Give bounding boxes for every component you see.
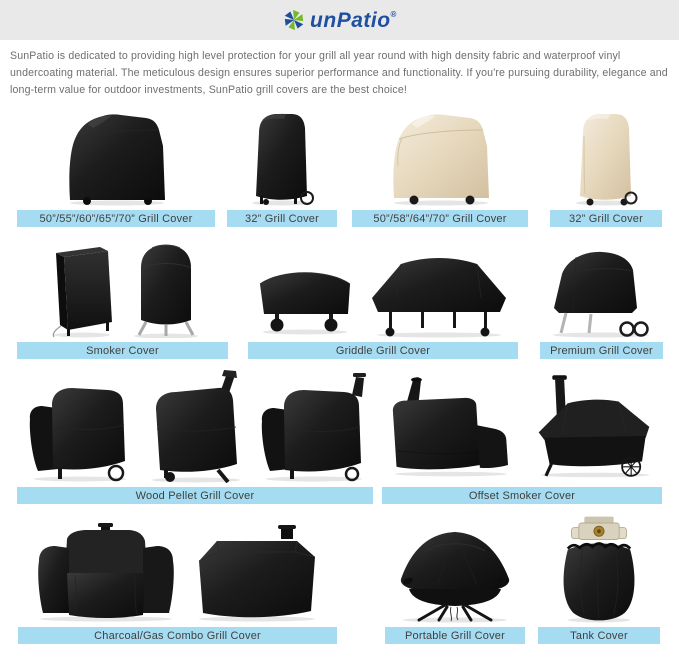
group-grill-cover-32-black xyxy=(227,105,337,227)
group-wood-pellet-grill-cover xyxy=(17,365,373,504)
group-grill-cover-50-70-beige xyxy=(352,105,528,227)
product-label: Tank Cover xyxy=(538,627,660,644)
product-images xyxy=(550,105,662,206)
pellet-grill-cover-1-image xyxy=(22,369,134,483)
product-images xyxy=(540,237,663,338)
registered-trademark-symbol: ® xyxy=(390,9,397,19)
product-label: Portable Grill Cover xyxy=(385,627,525,644)
group-grill-cover-32-beige xyxy=(550,105,662,227)
product-label: 32” Grill Cover xyxy=(550,210,662,227)
product-label: Premium Grill Cover xyxy=(540,342,663,359)
brand-wordmark xyxy=(310,10,397,31)
product-images xyxy=(385,510,525,623)
beige-32in-grill-cover-image xyxy=(568,106,644,206)
intro-paragraph: SunPatio is dedicated to providing high level protection for your grill all year round with high density fabric and waterproof vinyl undercoating material. The meticulous design ensures superior performance and functionality. If you're pursuing durability, elegance and long-term value for outdoor investments, SunPatio grill covers are the best choice! xyxy=(10,50,668,96)
product-images xyxy=(18,510,337,623)
vertical-box-smoker-cover-image xyxy=(40,238,118,338)
product-images xyxy=(17,237,228,338)
product-label: Griddle Grill Cover xyxy=(248,342,518,359)
wide-griddle-cover-image xyxy=(365,242,513,338)
group-tank-cover xyxy=(538,510,660,644)
product-images xyxy=(382,365,662,483)
drum-smoker-cover-image xyxy=(126,238,206,338)
product-images xyxy=(248,237,518,338)
sunpatio-sun-mark-icon xyxy=(282,8,306,32)
product-row-1 xyxy=(0,105,679,227)
group-offset-smoker-cover xyxy=(382,365,662,504)
group-charcoal-gas-combo-grill-cover xyxy=(18,510,337,644)
combo-grill-cover-1-image xyxy=(31,519,181,623)
brand-banner xyxy=(0,0,679,40)
group-grill-cover-50-70-black xyxy=(17,105,215,227)
group-smoker-cover xyxy=(17,237,228,359)
product-label: Charcoal/Gas Combo Grill Cover xyxy=(18,627,337,644)
product-images xyxy=(352,105,528,206)
pellet-grill-cover-2-image xyxy=(142,369,248,483)
product-images xyxy=(17,105,215,206)
product-label: 50”/58”/64”/70” Grill Cover xyxy=(352,210,528,227)
product-row-2 xyxy=(0,237,679,359)
product-images xyxy=(227,105,337,206)
product-images xyxy=(538,510,660,623)
product-label: 50”/55”/60”/65”/70” Grill Cover xyxy=(17,210,215,227)
brand-wordmark-text: unPatio xyxy=(310,8,391,32)
flat-griddle-cover-image xyxy=(253,242,357,338)
product-row-3 xyxy=(0,365,679,504)
pellet-grill-cover-3-image xyxy=(256,369,368,483)
product-label: 32” Grill Cover xyxy=(227,210,337,227)
propane-tank-cover-image xyxy=(555,511,643,623)
product-label: Wood Pellet Grill Cover xyxy=(17,487,373,504)
product-label: Smoker Cover xyxy=(17,342,228,359)
product-label: Offset Smoker Cover xyxy=(382,487,662,504)
premium-kettle-grill-cover-image xyxy=(543,238,661,338)
group-griddle-grill-cover xyxy=(248,237,518,359)
beige-wide-gas-grill-cover-image xyxy=(384,106,496,206)
offset-smoker-cover-2-image xyxy=(526,369,662,483)
black-wide-gas-grill-cover-image xyxy=(60,106,172,206)
offset-smoker-cover-1-image xyxy=(382,369,518,483)
product-row-4 xyxy=(0,510,679,644)
group-premium-grill-cover xyxy=(540,237,663,359)
combo-grill-cover-2-image xyxy=(189,519,325,623)
portable-grill-cover-image xyxy=(389,519,521,623)
group-portable-grill-cover xyxy=(385,510,525,644)
product-images xyxy=(17,365,373,483)
black-32in-grill-cover-image xyxy=(244,106,320,206)
